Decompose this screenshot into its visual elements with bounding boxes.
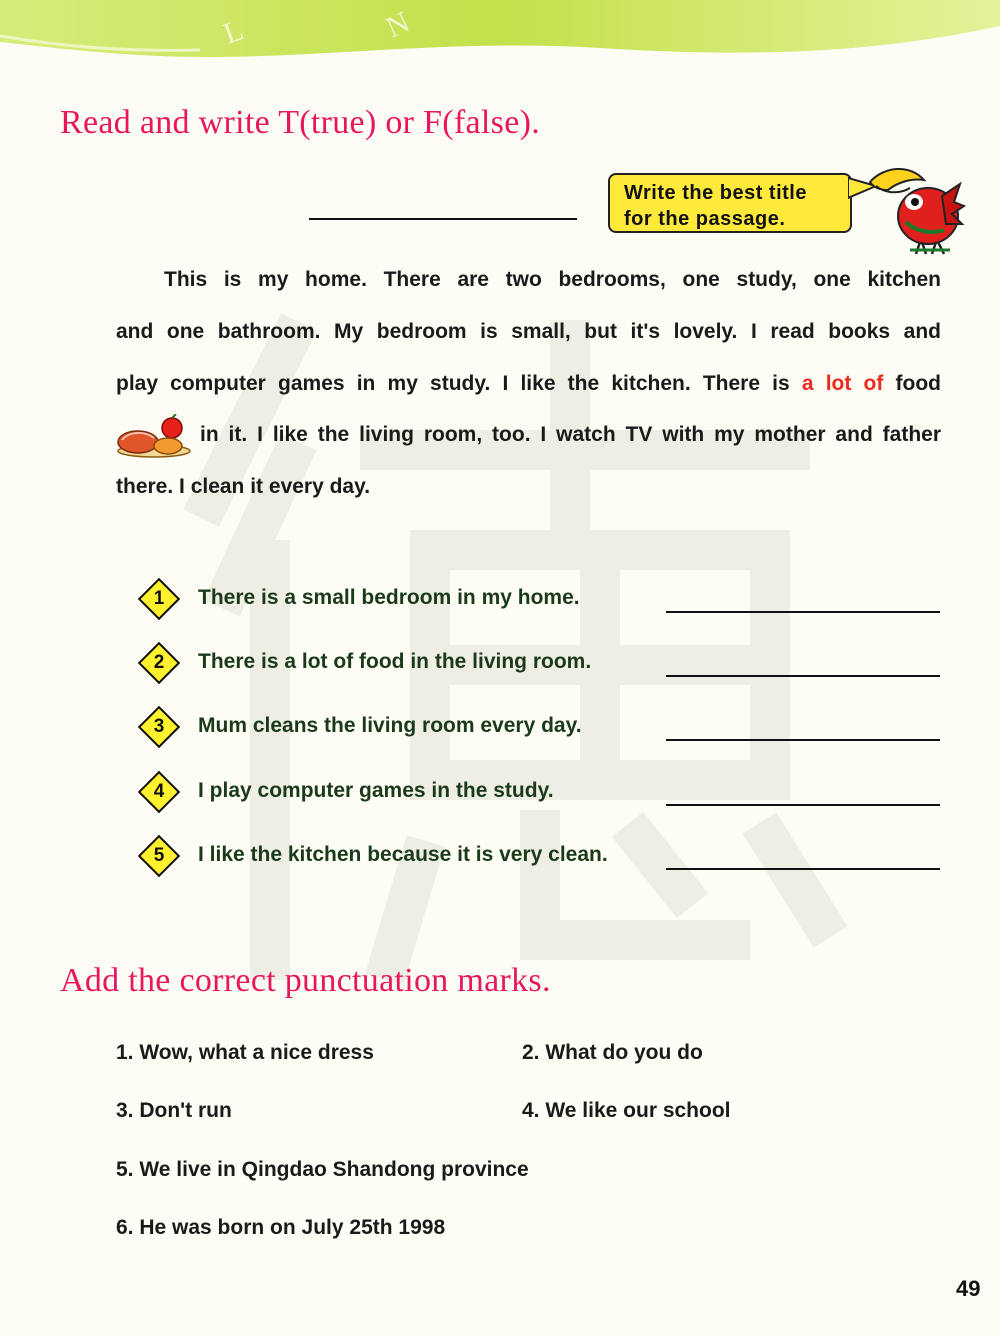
statement-number: 5 (153, 845, 165, 866)
statement-item-5 (138, 839, 942, 883)
title-answer-blank[interactable] (309, 218, 577, 220)
hint-speech-bubble (608, 173, 852, 233)
statement-item-1 (138, 582, 942, 626)
punctuation-item-1: 1. Wow, what a nice dress (116, 1041, 374, 1064)
statement-number: 3 (153, 716, 165, 737)
answer-blank[interactable] (666, 611, 940, 613)
statement-text: I play computer games in the study. (198, 779, 554, 802)
hint-line-1: Write the best title (624, 182, 807, 204)
statement-number: 2 (153, 652, 165, 673)
punctuation-item-6: 6. He was born on July 25th 1998 (116, 1216, 446, 1239)
statement-number: 4 (153, 781, 165, 802)
passage-line-5: there. I clean it every day. (116, 475, 371, 498)
statement-item-3 (138, 710, 942, 754)
statement-item-2 (138, 646, 942, 690)
answer-blank[interactable] (666, 675, 940, 677)
parrot-icon (866, 160, 966, 256)
passage-line-3-end: food (895, 372, 942, 395)
punctuation-item-5: 5. We live in Qingdao Shandong province (116, 1158, 529, 1181)
punctuation-item-4: 4. We like our school (522, 1099, 731, 1122)
statement-text: There is a lot of food in the living room. (198, 650, 592, 673)
section-title-true-false: Read and write T(true) or F(false). (60, 104, 541, 141)
section-title-punctuation: Add the correct punctuation marks. (60, 962, 551, 999)
passage-line-2: and one bathroom. My bedroom is small, but it's lovely. I read books and (116, 320, 941, 343)
statement-text: Mum cleans the living room every day. (198, 714, 582, 737)
statement-number: 1 (153, 588, 165, 609)
svg-text:L: L (219, 13, 248, 51)
decorative-banner (0, 0, 1000, 70)
statement-text: There is a small bedroom in my home. (198, 586, 580, 609)
passage-line-1: This is my home. There are two bedrooms, one study, one kitchen (164, 268, 941, 291)
page-number: 49 (956, 1276, 981, 1301)
hint-line-2: for the passage. (624, 208, 786, 230)
answer-blank[interactable] (666, 804, 940, 806)
passage-line-3-start: play computer games in my study. I like the kitchen. There is (116, 372, 790, 395)
punctuation-item-2: 2. What do you do (522, 1041, 703, 1064)
statement-text: I like the kitchen because it is very clean. (198, 843, 608, 866)
passage-line-3 (116, 372, 941, 396)
svg-text:N: N (381, 5, 415, 45)
punctuation-item-3: 3. Don't run (116, 1099, 232, 1122)
highlight-phrase: a lot of (801, 372, 884, 395)
answer-blank[interactable] (666, 868, 940, 870)
passage-line-4: in it. I like the living room, too. I watch TV with my mother and father (200, 423, 941, 446)
statement-item-4 (138, 775, 942, 819)
answer-blank[interactable] (666, 739, 940, 741)
